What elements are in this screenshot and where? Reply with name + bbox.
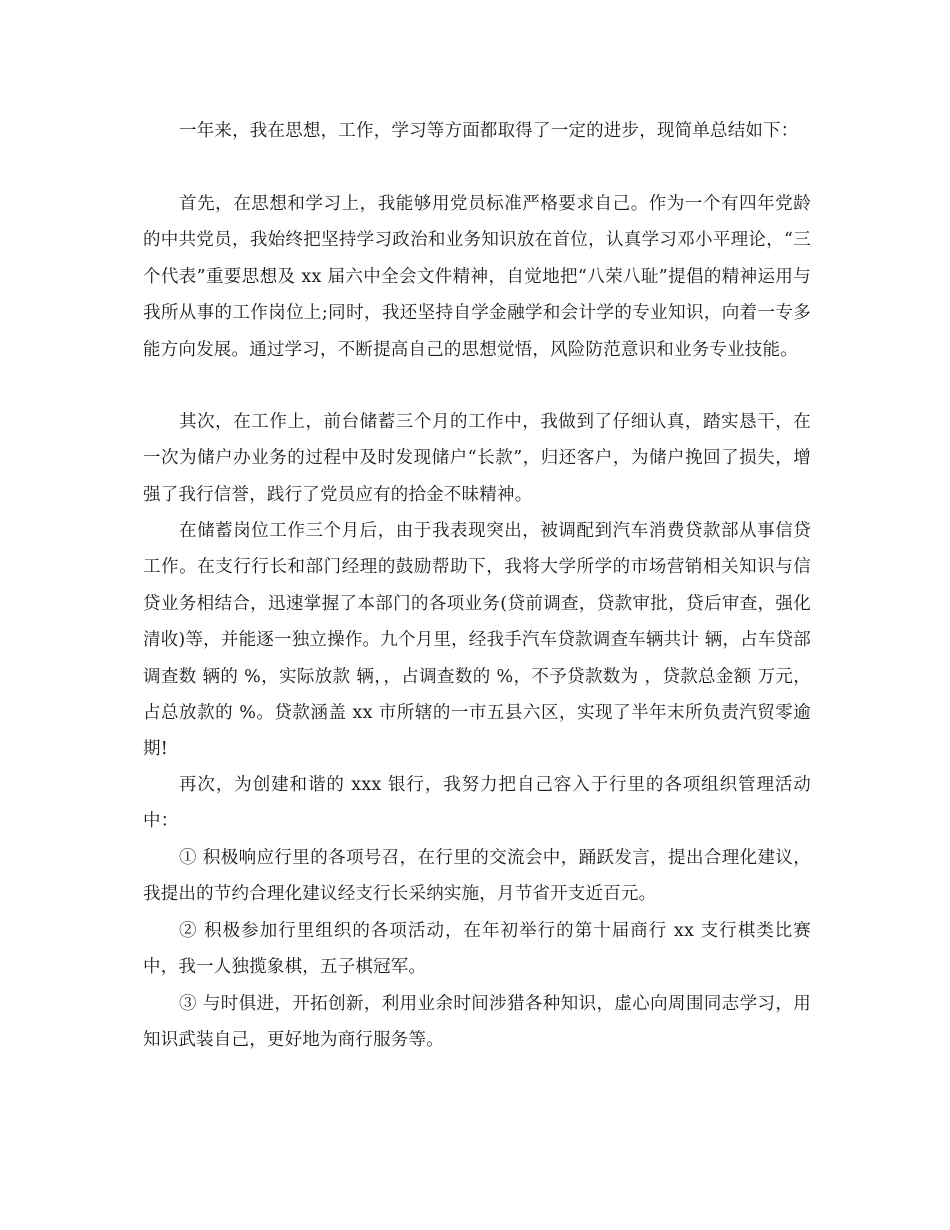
- list-item-1: ① 积极响应行里的各项号召，在行里的交流会中，踊跃发言，提出合理化建议，我提出的节约合理化建议经支行长采纳实施，月节省开支近百元。: [143, 848, 811, 905]
- list-item-2: ② 积极参加行里组织的各项活动，在年初举行的第十届商行 xx 支行棋类比赛中，我一人独揽象棋，五子棋冠军。: [143, 921, 811, 978]
- paragraph-intro: 一年来，我在思想，工作，学习等方面都取得了一定的进步，现简单总结如下：: [179, 121, 799, 141]
- paragraph-credit-work: 在储蓄岗位工作三个月后，由于我表现突出，被调配到汽车消费贷款部从事信贷工作。在支行行长和部门经理的鼓励帮助下，我将大学所学的市场营销相关知识与信贷业务相结合，迅速掌握了本部门的各项业务(贷前调查，贷款审批，贷后审查，强化清收)等，并能逐一独立操作。九个月里，经我手汽车贷款调查车辆共计 辆，占车贷部调查数 辆的 %，实际放款 辆，，占调查数的 %，不予贷款数为 ，贷款总金额 万元，占总放款的 %。贷款涵盖 xx 市所辖的一市五县六区，实现了半年末所负责汽贸零逾期!: [143, 521, 811, 760]
- list-item-3: ③ 与时俱进，开拓创新，利用业余时间涉猎各种知识，虚心向周围同志学习，用知识武装自己，更好地为商行服务等。: [143, 994, 811, 1051]
- paragraph-firstly: 首先，在思想和学习上，我能够用党员标准严格要求自己。作为一个有四年党龄的中共党员，我始终把坚持学习政治和业务知识放在首位，认真学习邓小平理论，“三个代表”重要思想及 xx 届六中全会文件精神，自觉地把“八荣八耻”提倡的精神运用与我所从事的工作岗位上;同时，我还坚持自学金融学和会计学的专业知识，向着一专多能方向发展。通过学习，不断提高自己的思想觉悟，风险防范意识和业务专业技能。: [143, 194, 811, 360]
- paragraph-thirdly: 再次，为创建和谐的 xxx 银行，我努力把自己容入于行里的各项组织管理活动中：: [143, 775, 811, 832]
- paragraph-secondly: 其次，在工作上，前台储蓄三个月的工作中，我做到了仔细认真，踏实恳干，在一次为储户办业务的过程中及时发现储户“长款”，归还客户，为储户挽回了损失，增强了我行信誉，践行了党员应有的拾金不昧精神。: [143, 412, 811, 505]
